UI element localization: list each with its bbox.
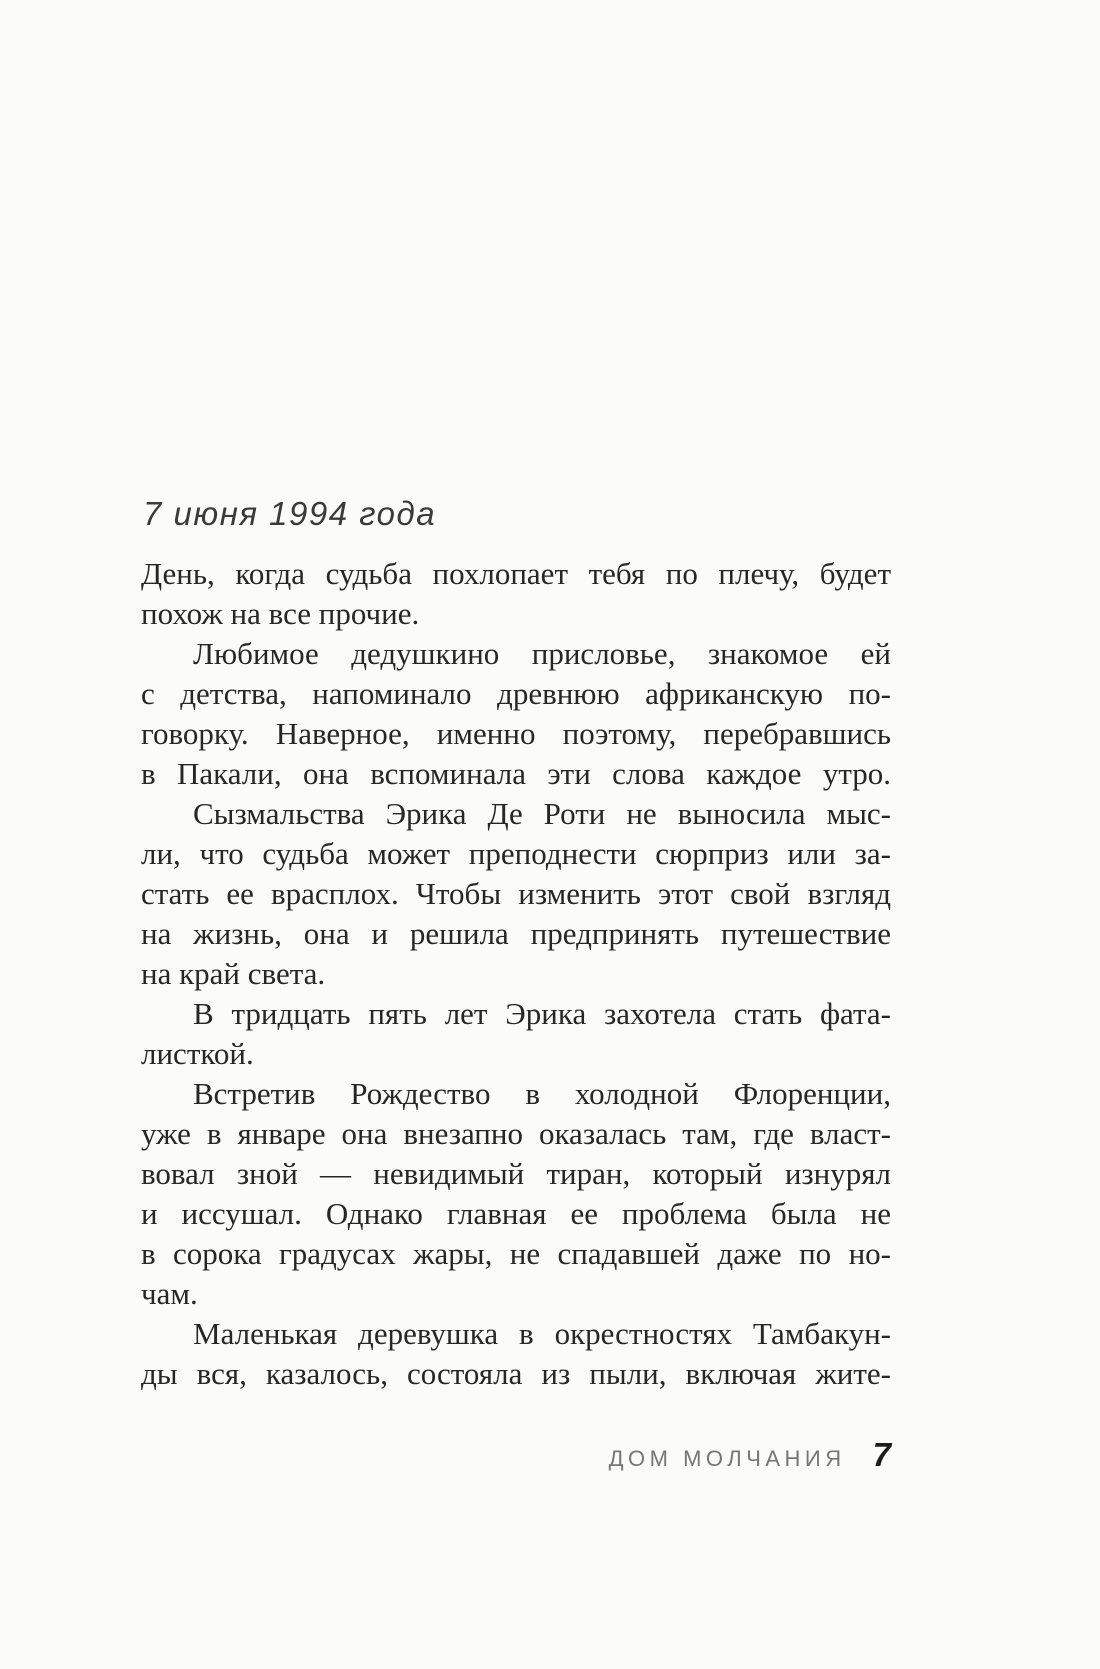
text-line: Маленькая деревушка в окрестностях Тамбакун- xyxy=(193,1316,891,1351)
text-line: вовал зной — невидимый тиран, который изнурял xyxy=(141,1156,891,1191)
text-line: ды вся, казалось, состояла из пыли, включая жите- xyxy=(141,1356,891,1391)
text-line: стать ее врасплох. Чтобы изменить этот свой взгляд xyxy=(141,876,891,911)
text-line: говорку. Наверное, именно поэтому, перебравшись xyxy=(141,716,891,751)
running-title: ДОМ МОЛЧАНИЯ xyxy=(608,1446,846,1471)
text-line: Встретив Рождество в холодной Флоренции, xyxy=(193,1076,891,1111)
text-line: на край света. xyxy=(141,956,326,991)
page-footer xyxy=(141,1436,891,1474)
page-number: 7 xyxy=(872,1436,891,1473)
body-text xyxy=(141,554,891,1394)
text-line: с детства, напоминало древнюю африканскую по- xyxy=(141,676,891,711)
text-line: похож на все прочие. xyxy=(141,596,420,631)
text-line: В тридцать пять лет Эрика захотела стать фата- xyxy=(193,996,891,1031)
text-line: на жизнь, она и решила предпринять путешествие xyxy=(141,916,891,951)
text-line: Любимое дедушкино присловье, знакомое ей xyxy=(193,636,891,671)
text-line: и иссушал. Однако главная ее проблема была не xyxy=(141,1196,891,1231)
chapter-date-heading: 7 июня 1994 года xyxy=(143,495,437,532)
text-line: ли, что судьба может преподнести сюрприз или за- xyxy=(141,836,891,871)
text-line: Сызмальства Эрика Де Роти не выносила мыс- xyxy=(193,796,891,831)
text-line: листкой. xyxy=(141,1036,254,1071)
text-line: День, когда судьба похлопает тебя по плечу, будет xyxy=(141,556,891,591)
text-line: уже в январе она внезапно оказалась там, где власт- xyxy=(141,1116,891,1151)
text-line: в сорока градусах жары, не спадавшей даже по но- xyxy=(141,1236,891,1271)
text-line: в Пакали, она вспоминала эти слова каждое утро. xyxy=(141,756,891,791)
text-line: чам. xyxy=(141,1276,198,1311)
